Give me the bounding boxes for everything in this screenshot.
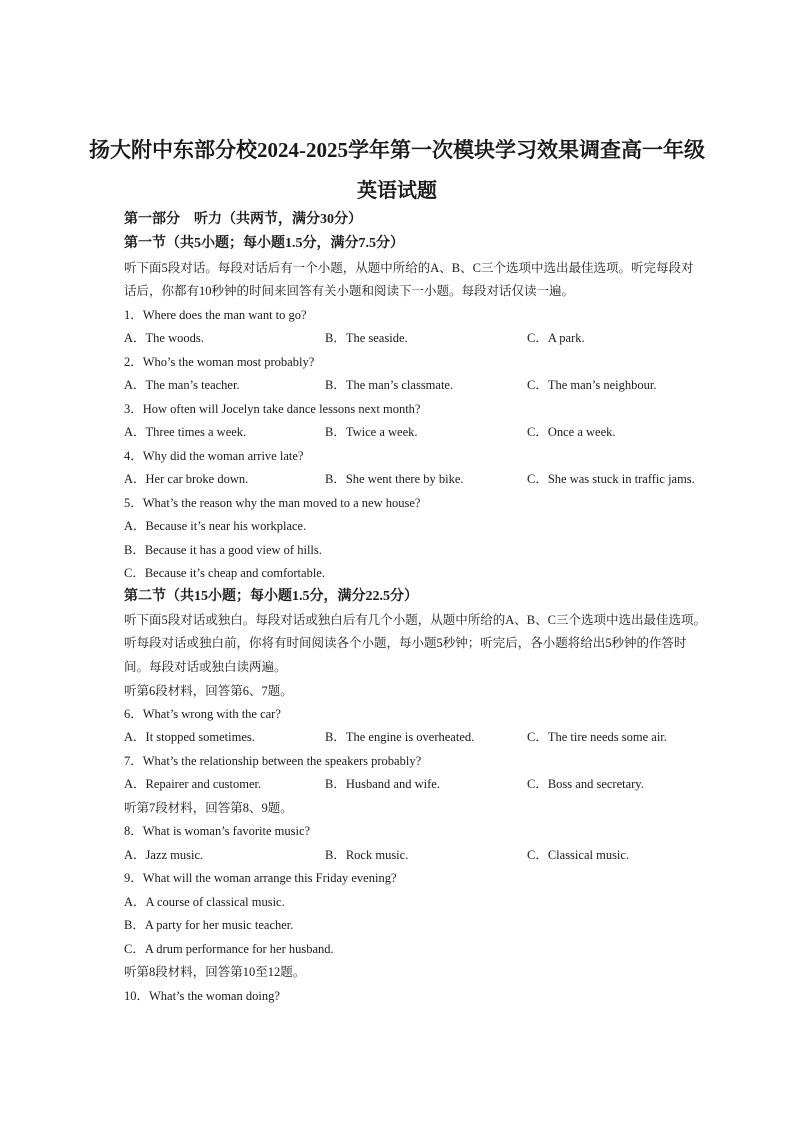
option-a: A．Three times a week. bbox=[124, 425, 247, 439]
section2-heading: 第二节（共15小题；每小题1.5分，满分22.5分） bbox=[124, 589, 418, 604]
options-row bbox=[124, 727, 744, 745]
section1-instructions-line2: 话后，你都有10秒钟的时间来回答有关小题和阅读下一小题。每段对话仅读一遍。 bbox=[124, 284, 575, 298]
option-b: B．Because it has a good view of hills. bbox=[124, 543, 322, 557]
section2-instructions-line3: 间。每段对话或独白读两遍。 bbox=[124, 660, 287, 674]
question-stem: 10．What’s the woman doing? bbox=[124, 989, 280, 1003]
question-stem: 6．What’s wrong with the car? bbox=[124, 707, 281, 721]
option-b: B．The seaside. bbox=[325, 331, 408, 345]
option-a: A．Jazz music. bbox=[124, 848, 204, 862]
option-a: A．The man’s teacher. bbox=[124, 378, 240, 392]
question-stem: 1．Where does the man want to go? bbox=[124, 308, 307, 322]
section2-instructions-line1: 听下面5段对话或独白。每段对话或独白后有几个小题，从题中所给的A、B、C三个选项中选出最佳选项。 bbox=[124, 613, 706, 627]
options-row bbox=[124, 422, 744, 440]
option-c: C．The tire needs some air. bbox=[527, 730, 667, 744]
option-b: B．A party for her music teacher. bbox=[124, 918, 294, 932]
option-c: C．A drum performance for her husband. bbox=[124, 942, 334, 956]
question-stem: 3．How often will Jocelyn take dance lessons next month? bbox=[124, 402, 421, 416]
option-c: C．Once a week. bbox=[527, 425, 616, 439]
options-row bbox=[124, 328, 744, 346]
section1-heading: 第一节（共5小题；每小题1.5分，满分7.5分） bbox=[124, 236, 404, 251]
option-c: C．Boss and secretary. bbox=[527, 777, 644, 791]
option-c: C．She was stuck in traffic jams. bbox=[527, 472, 695, 486]
section1-instructions-line1: 听下面5段对话。每段对话后有一个小题，从题中所给的A、B、C三个选项中选出最佳选项。听完每段对 bbox=[124, 261, 694, 275]
question-stem: 8．What is woman’s favorite music? bbox=[124, 824, 311, 838]
material-note: 听第6段材料，回答第6、7题。 bbox=[124, 684, 293, 698]
question-stem: 2．Who’s the woman most probably? bbox=[124, 355, 315, 369]
option-c: C．Classical music. bbox=[527, 848, 630, 862]
options-row bbox=[124, 845, 744, 863]
option-b: B．The engine is overheated. bbox=[325, 730, 475, 744]
question-stem: 5．What’s the reason why the man moved to a new house? bbox=[124, 496, 421, 510]
question-stem: 4．Why did the woman arrive late? bbox=[124, 449, 304, 463]
option-c: C．A park. bbox=[527, 331, 585, 345]
options-row bbox=[124, 375, 744, 393]
option-b: B．The man’s classmate. bbox=[325, 378, 454, 392]
option-a: A．Because it’s near his workplace. bbox=[124, 519, 307, 533]
material-note: 听第8段材料，回答第10至12题。 bbox=[124, 965, 306, 979]
option-b: B．Rock music. bbox=[325, 848, 409, 862]
part1-heading: 第一部分 听力（共两节，满分30分） bbox=[124, 212, 362, 227]
option-a: A．Her car broke down. bbox=[124, 472, 249, 486]
question-stem: 9．What will the woman arrange this Friday evening? bbox=[124, 871, 397, 885]
material-note: 听第7段材料，回答第8、9题。 bbox=[124, 801, 293, 815]
option-b: B．Husband and wife. bbox=[325, 777, 440, 791]
exam-subtitle: 英语试题 bbox=[357, 180, 437, 202]
option-c: C．Because it’s cheap and comfortable. bbox=[124, 566, 325, 580]
options-row bbox=[124, 774, 744, 792]
section2-instructions-line2: 听每段对话或独白前，你将有时间阅读各个小题，每小题5秒钟；听完后，各小题将给出5秒钟的作答时 bbox=[124, 636, 687, 650]
option-b: B．Twice a week. bbox=[325, 425, 418, 439]
option-a: A．A course of classical music. bbox=[124, 895, 285, 909]
exam-title: 扬大附中东部分校2024-2025学年第一次模块学习效果调查高一年级 bbox=[89, 138, 705, 162]
options-row bbox=[124, 469, 744, 487]
option-a: A．The woods. bbox=[124, 331, 204, 345]
option-a: A．It stopped sometimes. bbox=[124, 730, 255, 744]
option-c: C．The man’s neighbour. bbox=[527, 378, 657, 392]
option-b: B．She went there by bike. bbox=[325, 472, 464, 486]
option-a: A．Repairer and customer. bbox=[124, 777, 262, 791]
question-stem: 7．What’s the relationship between the speakers probably? bbox=[124, 754, 422, 768]
